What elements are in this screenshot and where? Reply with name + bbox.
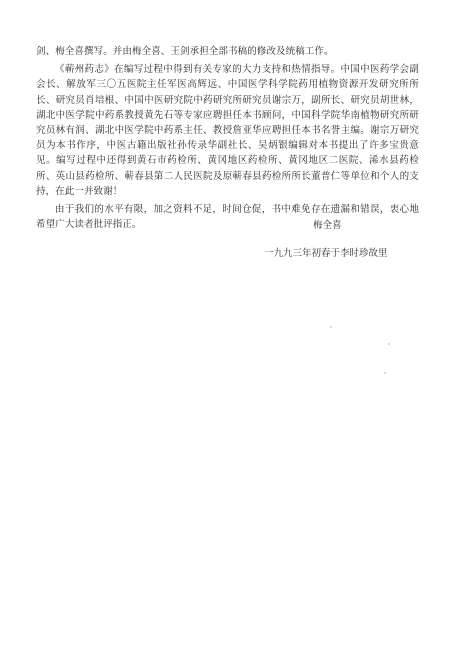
paragraph-acknowledgements: 《蕲州药志》在编写过程中得到有关专家的大力支持和热情指导。中国中医药学会副会长、解放军三〇五医院主任军医高辉远、中国医学科学院药用植物资源开发研究所所长、研究员肖培根、中国中医研究院中药研究所研究员谢宗万，副所长、研究员胡世林，湖北中医学院中药系教授黄先石等专家应聘担任本书顾问，中国科学院华南植物研究所研究员林有润、湖北中医学院中药系主任、教授詹亚华应聘担任本书名誉主编。谢宗万研究员为本书作序，中医古籍出版社孙传录华副社长、吴炳银编辑对本书提出了许多宝贵意见。编写过程中还得到黄石市药检所、黄冈地区药检所、黄冈地区二医院、浠水县药检所、英山县药检所、蕲春县第二人民医院及原蕲春县药检所所长董普仁等单位和个人的支持，在此一并致谢！ — [36, 64, 419, 197]
paragraph-apology: 由于我们的水平有限，加之资料不足，时间仓促，书中难免存在遗漏和错误，衷心地希望广大读者批评指正。 — [36, 204, 419, 231]
signature-name: 梅全喜 — [313, 220, 342, 231]
paragraph-continuation: 剑、梅全喜撰写。并由梅全喜、王剑承担全部书稿的修改及统稿工作。 — [36, 46, 334, 57]
signature-date: 一九九三年初春于李时珍故里 — [264, 248, 388, 259]
scan-speck — [388, 343, 390, 345]
scan-speck — [384, 372, 386, 374]
scan-speck — [330, 326, 332, 328]
document-body — [36, 44, 419, 235]
